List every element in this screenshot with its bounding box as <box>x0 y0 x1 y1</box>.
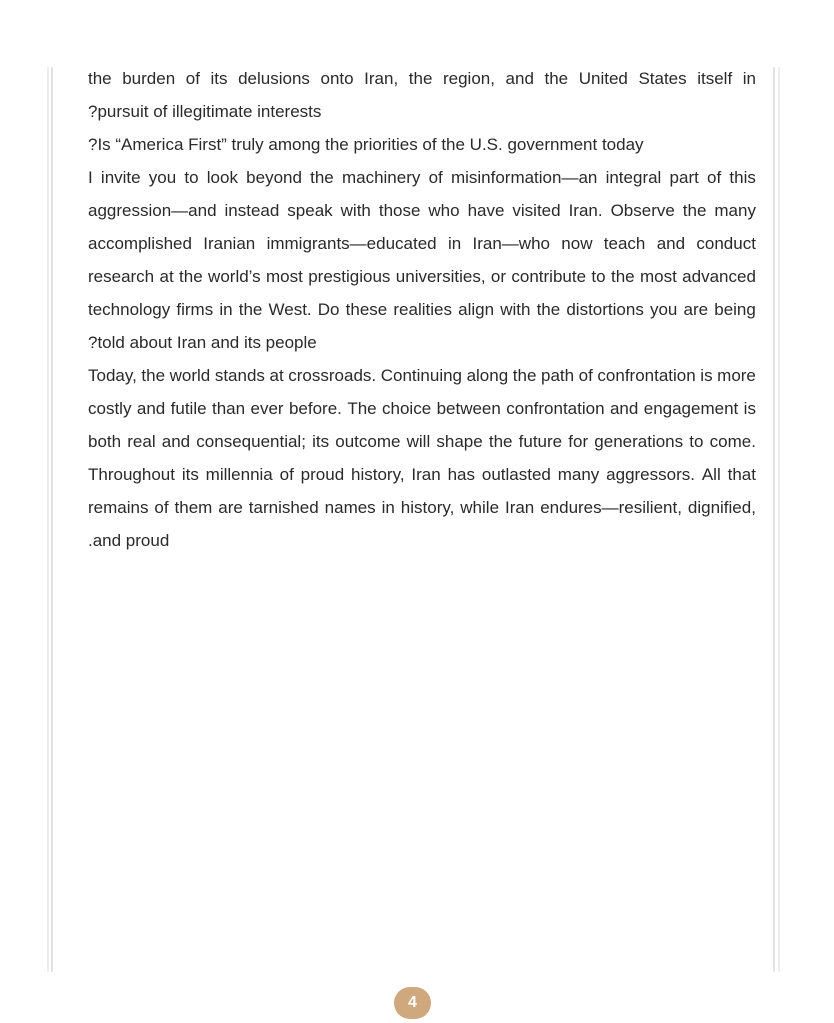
text-line: .and proud <box>88 531 170 550</box>
text-line: costly and futile than ever before. The choice between confrontation and engagement is <box>88 399 756 418</box>
paragraph <box>88 62 756 128</box>
page-edge-left-inner <box>51 67 53 972</box>
page-number: 4 <box>408 994 417 1011</box>
text-line: ?Is “America First” truly among the priorities of the U.S. government today <box>88 135 644 154</box>
text-line: I invite you to look beyond the machinery of misinformation—an integral part of this <box>88 168 756 187</box>
text-line: accomplished Iranian immigrants—educated in Iran—who now teach and conduct <box>88 234 756 253</box>
text-block <box>88 62 756 557</box>
page-edge-left-outer <box>47 67 49 972</box>
paragraph <box>88 128 756 161</box>
page-edge-right-outer <box>778 67 780 972</box>
page-edge-right-inner <box>773 67 775 972</box>
text-line: remains of them are tarnished names in history, while Iran endures—resilient, dignified, <box>88 498 756 517</box>
page-number-badge <box>394 987 431 1019</box>
text-line: aggression—and instead speak with those who have visited Iran. Observe the many <box>88 201 756 220</box>
text-line: the burden of its delusions onto Iran, the region, and the United States itself in <box>88 69 756 88</box>
text-line: technology firms in the West. Do these realities align with the distortions you are being <box>88 300 756 319</box>
paragraph <box>88 161 756 359</box>
text-line: ?told about Iran and its people <box>88 333 317 352</box>
text-line: research at the world’s most prestigious universities, or contribute to the most advanced <box>88 267 756 286</box>
paragraph <box>88 359 756 557</box>
text-line: both real and consequential; its outcome will shape the future for generations to come. <box>88 432 756 451</box>
text-line: Throughout its millennia of proud history, Iran has outlasted many aggressors. All that <box>88 465 756 484</box>
text-line: Today, the world stands at crossroads. Continuing along the path of confrontation is more <box>88 366 756 385</box>
text-line: ?pursuit of illegitimate interests <box>88 102 322 121</box>
